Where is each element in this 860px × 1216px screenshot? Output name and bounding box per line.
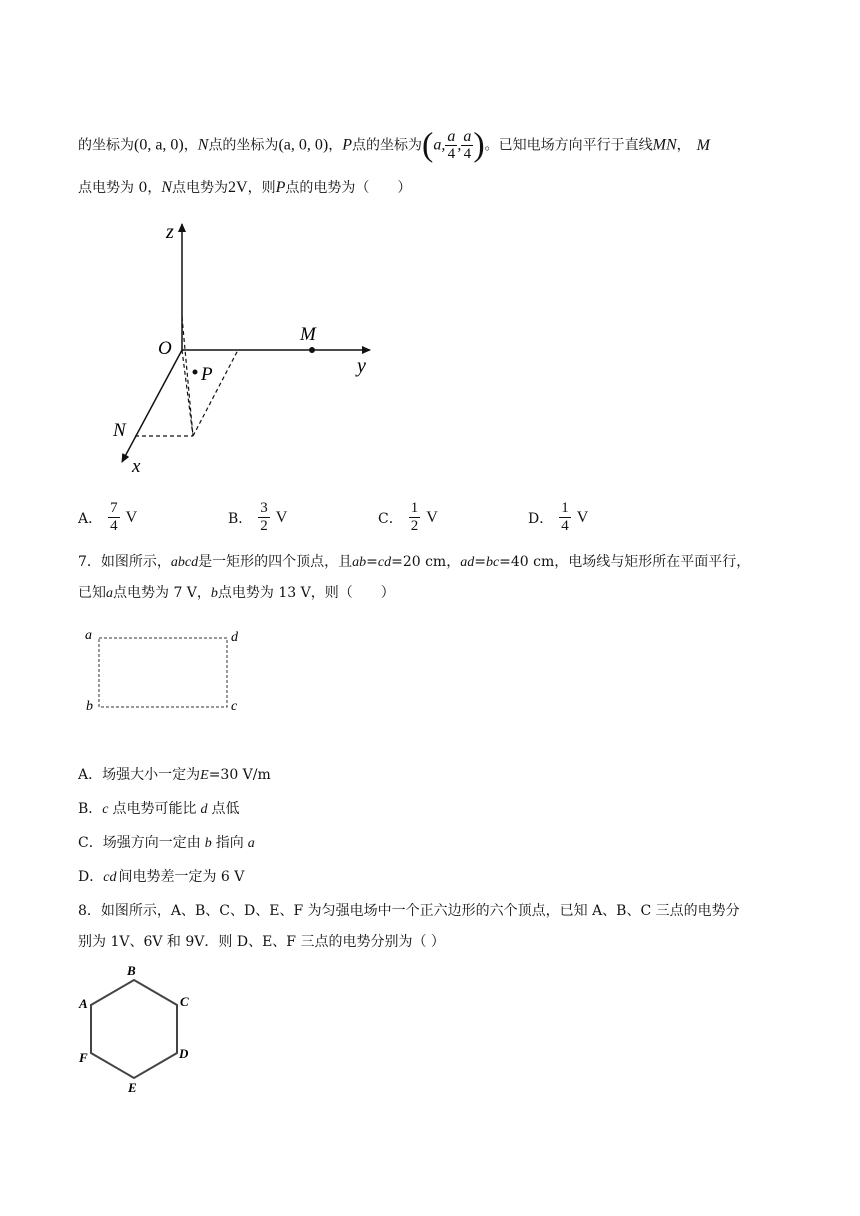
point-p xyxy=(193,370,198,375)
q6-line1 xyxy=(78,128,710,163)
q7-option-d[interactable] xyxy=(78,867,244,888)
text: C．场强方向一定由 xyxy=(78,835,201,851)
q6-line2 xyxy=(78,178,411,198)
point-m xyxy=(309,347,315,353)
label-d: d xyxy=(231,630,238,645)
italic-var: E xyxy=(200,768,209,783)
text: 点电势为 7 V， xyxy=(113,585,211,601)
option-letter: C． xyxy=(378,510,403,527)
label-f: F xyxy=(79,1050,88,1065)
n-label: N xyxy=(161,179,173,196)
denominator: 4 xyxy=(110,518,118,534)
fraction-a-4 xyxy=(461,128,473,163)
option-letter: B． xyxy=(228,510,253,527)
label-y: y xyxy=(357,355,366,377)
label-m: M xyxy=(300,324,316,345)
denominator: 4 xyxy=(561,518,569,534)
n-label: N xyxy=(197,136,209,154)
numerator: 3 xyxy=(260,500,268,516)
q6-option-a[interactable] xyxy=(78,500,137,535)
q7-rectangle-figure xyxy=(80,624,260,718)
denominator: 2 xyxy=(410,518,419,534)
option-letter: A． xyxy=(78,510,103,527)
italic-var: c xyxy=(102,802,109,817)
option-unit: V xyxy=(275,508,288,526)
text: 间电势差一定为 6 V xyxy=(118,869,245,885)
m-label: M xyxy=(696,136,710,154)
comma: , xyxy=(457,136,462,154)
denominator: 4 xyxy=(447,146,456,162)
bc-label: bc xyxy=(485,555,500,570)
q6-option-b[interactable] xyxy=(228,500,287,535)
text: = xyxy=(366,554,378,570)
italic-var: cd xyxy=(103,870,117,885)
label-x: x xyxy=(132,456,141,477)
denominator: 2 xyxy=(260,518,268,534)
mn-label: MN xyxy=(652,136,677,154)
label-p: P xyxy=(201,364,213,385)
q7-line2 xyxy=(78,583,395,604)
text: 点的坐标为 xyxy=(208,137,279,154)
right-paren: ) xyxy=(473,126,485,164)
text: = xyxy=(474,554,486,570)
text: 的坐标为 xyxy=(78,137,134,154)
x-axis xyxy=(122,350,182,462)
label-n: N xyxy=(113,420,126,441)
text: 已知 xyxy=(78,585,106,601)
option-unit: V xyxy=(125,508,138,526)
label-z: z xyxy=(166,221,174,243)
numerator: 7 xyxy=(110,500,118,516)
option-fraction xyxy=(559,500,571,535)
n-coordinate: (a, 0, 0) xyxy=(278,136,329,154)
text: 指向 xyxy=(215,835,244,851)
label-b: b xyxy=(86,699,93,714)
text: 是一矩形的四个顶点，且 xyxy=(198,554,353,570)
p-label: P xyxy=(275,179,286,196)
q8-line2: 别为 1V、6V 和 9V．则 D、E、F 三点的电势分别为（ ） xyxy=(78,934,445,950)
m-coordinate: (0, a, 0) xyxy=(134,136,184,154)
text: ， xyxy=(328,137,343,154)
cd-label: cd xyxy=(377,555,392,570)
numerator: a xyxy=(463,128,472,145)
text: ，则 xyxy=(247,180,276,196)
q8-line1: 8．如图所示，A、B、C、D、E、F 为匀强电场中一个正六边形的六个顶点，已知 A、B、C 三点的电势分 xyxy=(78,903,740,919)
text: 点的坐标为 xyxy=(351,137,422,154)
text: 。已知电场方向平行于直线 xyxy=(484,137,653,154)
label-c: c xyxy=(231,699,238,714)
dashed-rectangle xyxy=(99,638,227,707)
option-unit: V xyxy=(576,508,589,526)
text: ， xyxy=(183,137,198,154)
q6-axes-figure xyxy=(100,210,400,480)
option-fraction xyxy=(258,500,270,535)
label-c: C xyxy=(180,994,189,1009)
option-fraction xyxy=(108,500,120,535)
text: 7．如图所示， xyxy=(78,554,171,570)
abcd-label: abcd xyxy=(170,555,199,570)
text: 点电势为 13 V，则（ ） xyxy=(217,585,395,601)
numerator: 1 xyxy=(410,500,419,516)
q6-option-d[interactable] xyxy=(528,500,588,535)
ad-label: ad xyxy=(460,555,475,570)
italic-var: b xyxy=(204,836,212,851)
option-fraction xyxy=(409,500,421,535)
q8-hexagon-figure xyxy=(74,960,194,1098)
p-label: P xyxy=(342,136,352,154)
dashed-construction-lines xyxy=(135,317,238,436)
label-o: O xyxy=(158,338,172,359)
text: =20 cm， xyxy=(391,554,461,570)
q7-line1 xyxy=(78,552,750,573)
text: 点低 xyxy=(211,801,240,817)
text: =30 V/m xyxy=(208,767,271,783)
text: 点的电势为（ ） xyxy=(285,180,412,196)
denominator: 4 xyxy=(463,146,472,162)
text: ， xyxy=(676,137,691,154)
q7-option-a[interactable] xyxy=(78,765,271,786)
label-a: A xyxy=(79,996,88,1011)
label-b: B xyxy=(127,963,136,978)
text: =40 cm，电场线与矩形所在平面平行， xyxy=(499,554,751,570)
numerator: 1 xyxy=(561,500,569,516)
fraction-a-4 xyxy=(445,128,457,163)
a-label: a xyxy=(106,586,113,601)
italic-var: d xyxy=(200,802,208,817)
b-label: b xyxy=(210,586,218,601)
text: 点电势为 xyxy=(172,180,229,196)
text: B． xyxy=(78,801,103,817)
option-letter: D． xyxy=(528,510,554,527)
label-a: a xyxy=(85,628,92,643)
text: 点电势可能比 xyxy=(112,801,197,817)
text: D． xyxy=(78,869,104,885)
ab-label: ab xyxy=(352,555,367,570)
label-e: E xyxy=(128,1080,137,1095)
q6-option-c[interactable] xyxy=(378,500,438,535)
numerator: a xyxy=(447,128,456,145)
option-unit: V xyxy=(426,508,438,526)
left-paren: ( xyxy=(421,126,434,164)
text: A．场强大小一定为 xyxy=(78,767,201,783)
italic-var: a xyxy=(247,836,255,851)
q7-option-c[interactable] xyxy=(78,833,255,854)
p-coord-a: a, xyxy=(433,136,446,154)
voltage: 2V xyxy=(228,179,248,196)
label-d: D xyxy=(179,1046,189,1061)
text: 点电势为 0， xyxy=(78,180,162,196)
hexagon xyxy=(91,980,177,1078)
q7-option-b[interactable] xyxy=(78,799,240,820)
